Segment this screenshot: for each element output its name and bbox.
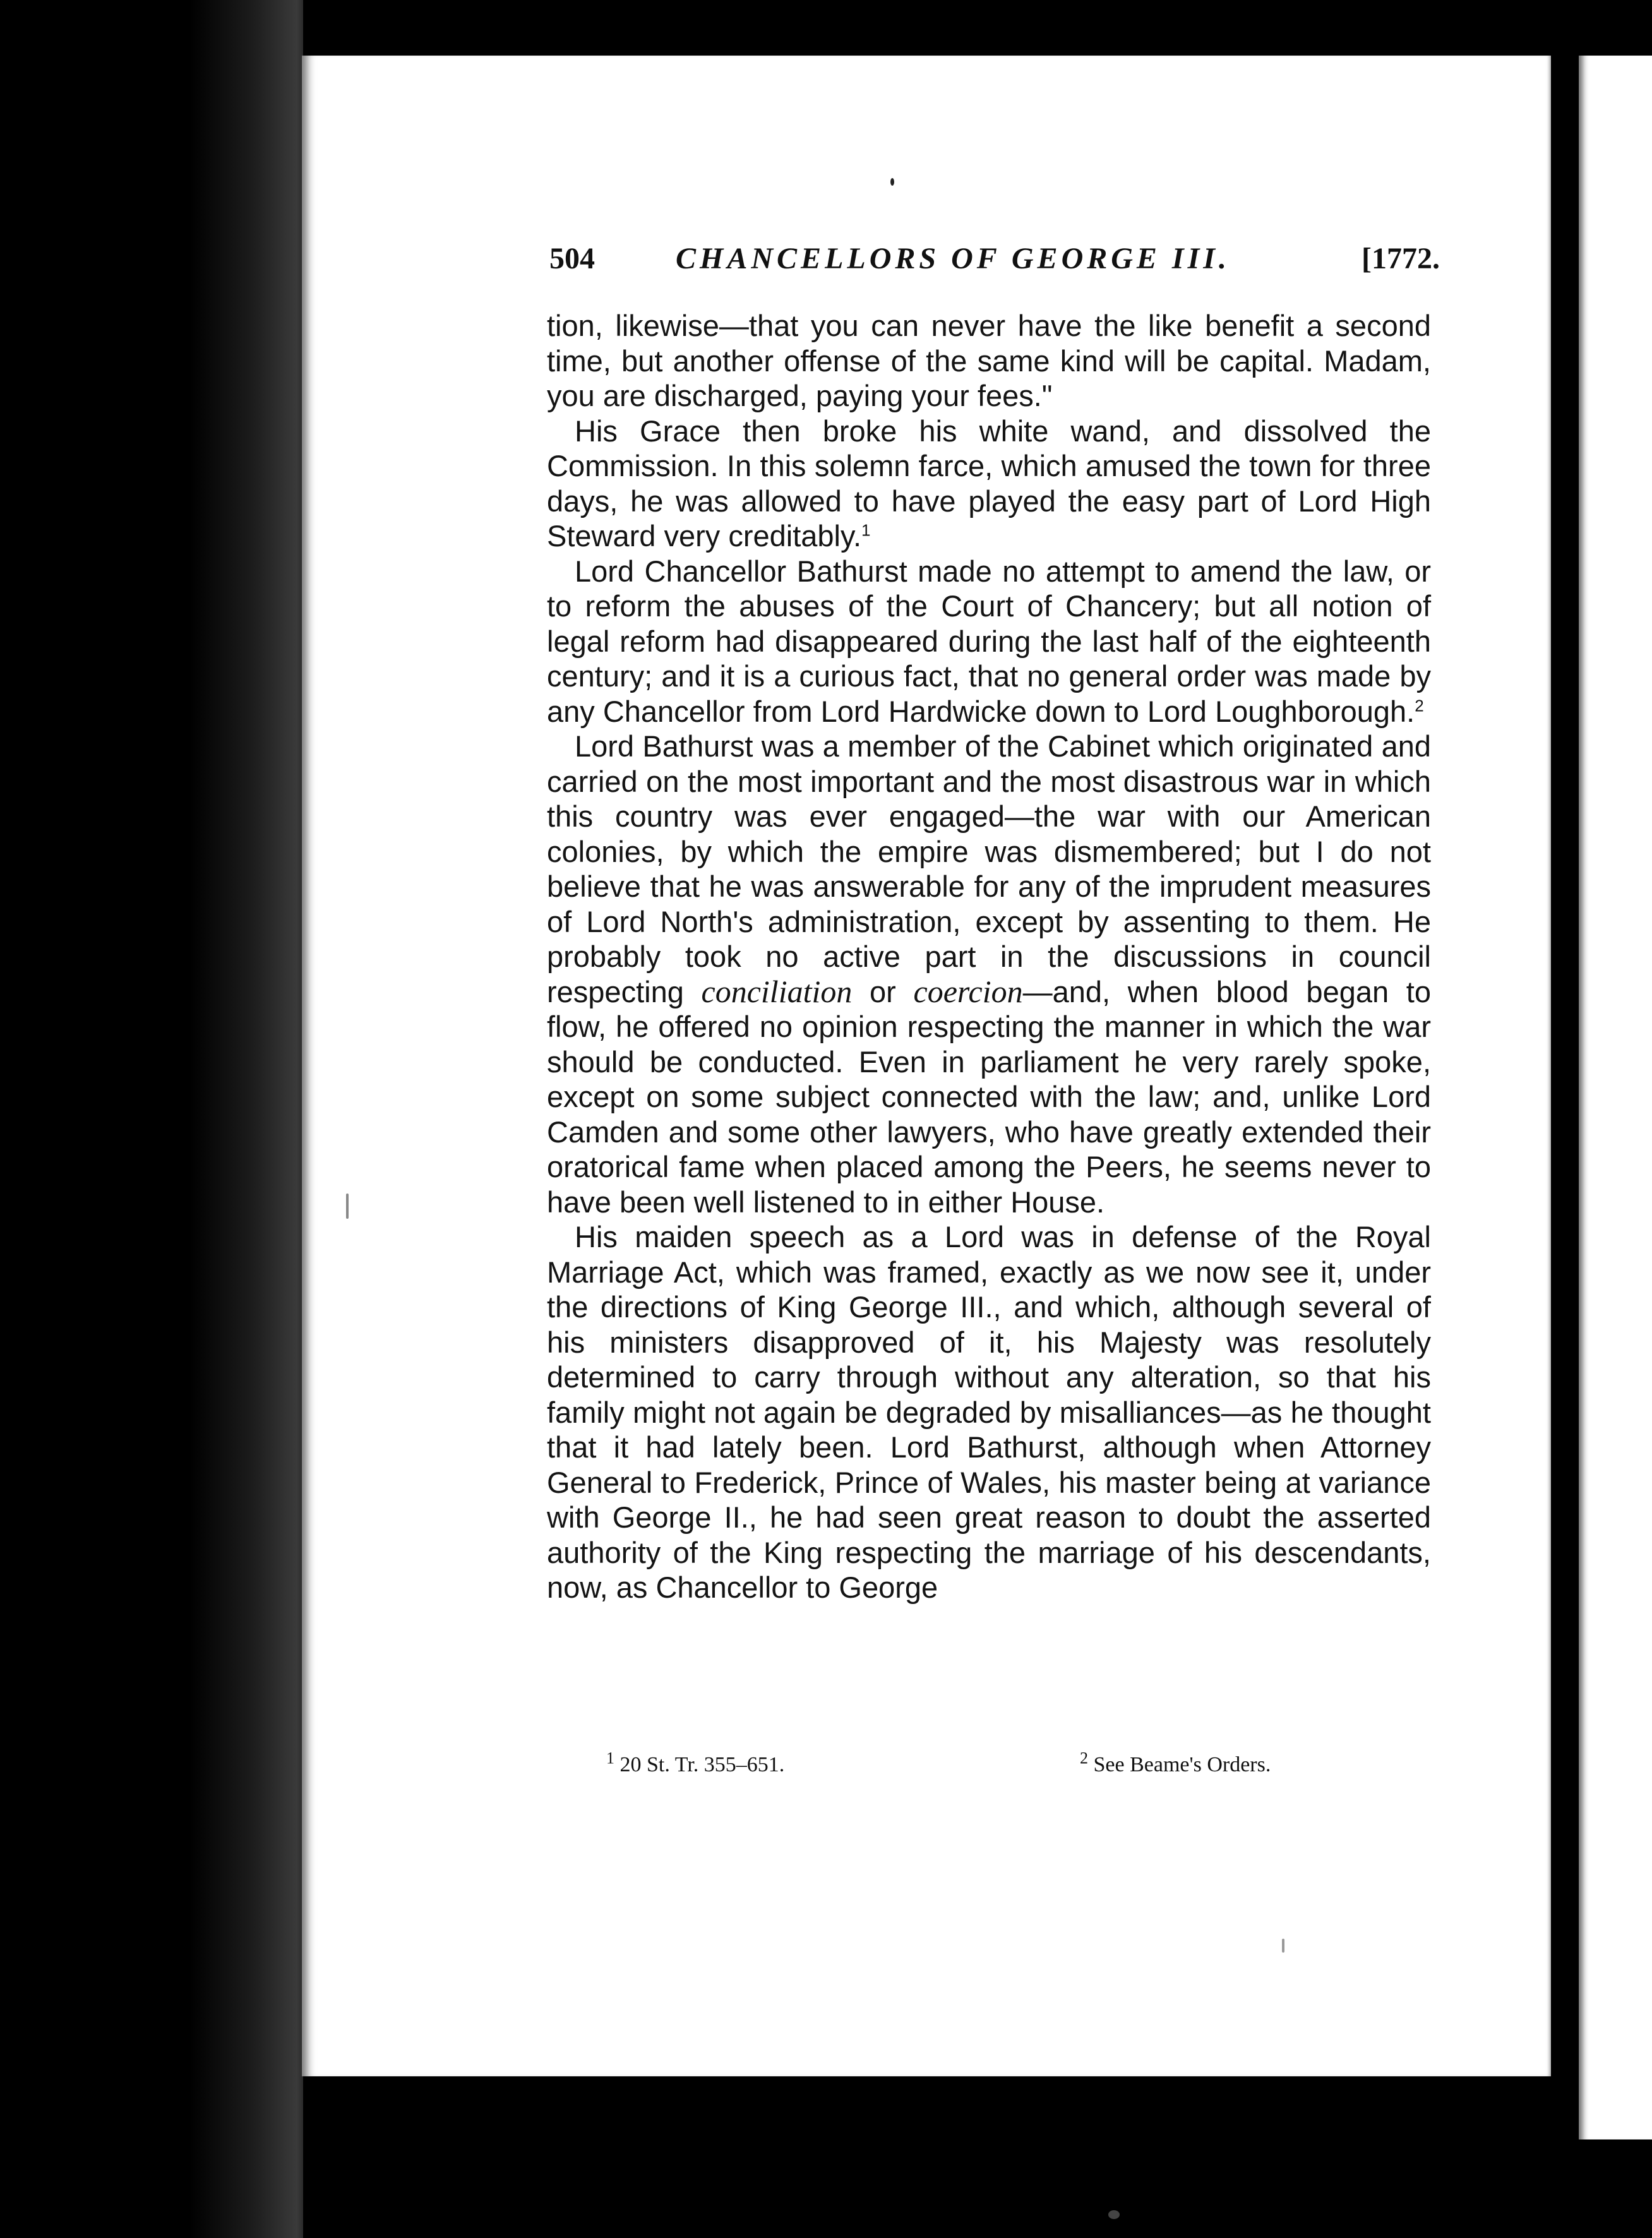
paragraph: tion, likewise—that you can never have the like benefit a second time, but another offense of the same kind will be capital. Madam, you are discharged, paying your fees." [547, 309, 1431, 412]
scan-speck [890, 178, 894, 186]
footnote-ref: 2 [1415, 695, 1424, 715]
footnote: $^2$ See Beame's Orders. [1080, 1749, 1271, 1776]
body-text [547, 308, 1431, 1605]
page-number: 504 [549, 242, 595, 275]
paragraph: Lord Bathurst was a member of the Cabinet which originated and carried on the most important and the most disastrous war in which this country was ever engaged—the war with our American colonies, by which the empire was dismembered; but I do not believe that he was answerable for any of the imprudent measures of Lord North's administration, except by assenting to them. He probably took no active part in the discussions in council respecting conciliation or coercion—and, when blood began to flow, he offered no opinion respecting the manner in which the war should be conducted. Even in parliament he very rarely spoke, except on some subject connected with the law; and, unlike Lord Camden and some other lawyers, who have greatly extended their oratorical fame when placed among the Peers, he seems never to have been well listened to in either House. [547, 729, 1431, 1219]
paragraph: Lord Chancellor Bathurst made no attempt to amend the law, or to reform the abuses of the Court of Chancery; but all notion of legal reform had disappeared during the last half of the eighteenth century; and it is a curious fact, that no general order was made by any Chancellor from Lord Hardwicke down to Lord Loughborough.$^2$ [547, 554, 1431, 728]
running-title: CHANCELLORS OF GEORGE III. [676, 242, 1230, 275]
scan-speck [1108, 2210, 1120, 2219]
facing-page-edge [1579, 56, 1652, 2139]
paragraph: His maiden speech as a Lord was in defense of the Royal Marriage Act, which was framed, exactly as we now see it, under the directions of King George III., and which, although several of his ministers disapproved of it, his Majesty was resolutely determined to carry through without any alteration, so that his family might not again be degraded by misalliances—as he thought that it had lately been. Lord Bathurst, although when Attorney General to Frederick, Prince of Wales, his master being at variance with George II., he had seen great reason to doubt the asserted authority of the King respecting the marriage of his descendants, now, as Chancellor to George [547, 1220, 1431, 1604]
italic-term: coercion [913, 973, 1023, 1009]
scan-shadow-left [0, 0, 303, 2238]
running-year: [1772. [1362, 242, 1440, 275]
scan-speck [346, 1194, 349, 1219]
italic-term: conciliation [701, 973, 853, 1009]
scan-speck [1282, 1939, 1284, 1953]
footnote: $^1$ 20 St. Tr. 355–651. [606, 1749, 785, 1776]
running-head [549, 241, 1440, 285]
footnote-ref: 1 [861, 520, 871, 540]
paragraph: His Grace then broke his white wand, and dissolved the Commission. In this solemn farce, which amused the town for three days, he was allowed to have played the easy part of Lord High Steward very creditably.$^1$ [547, 414, 1431, 553]
